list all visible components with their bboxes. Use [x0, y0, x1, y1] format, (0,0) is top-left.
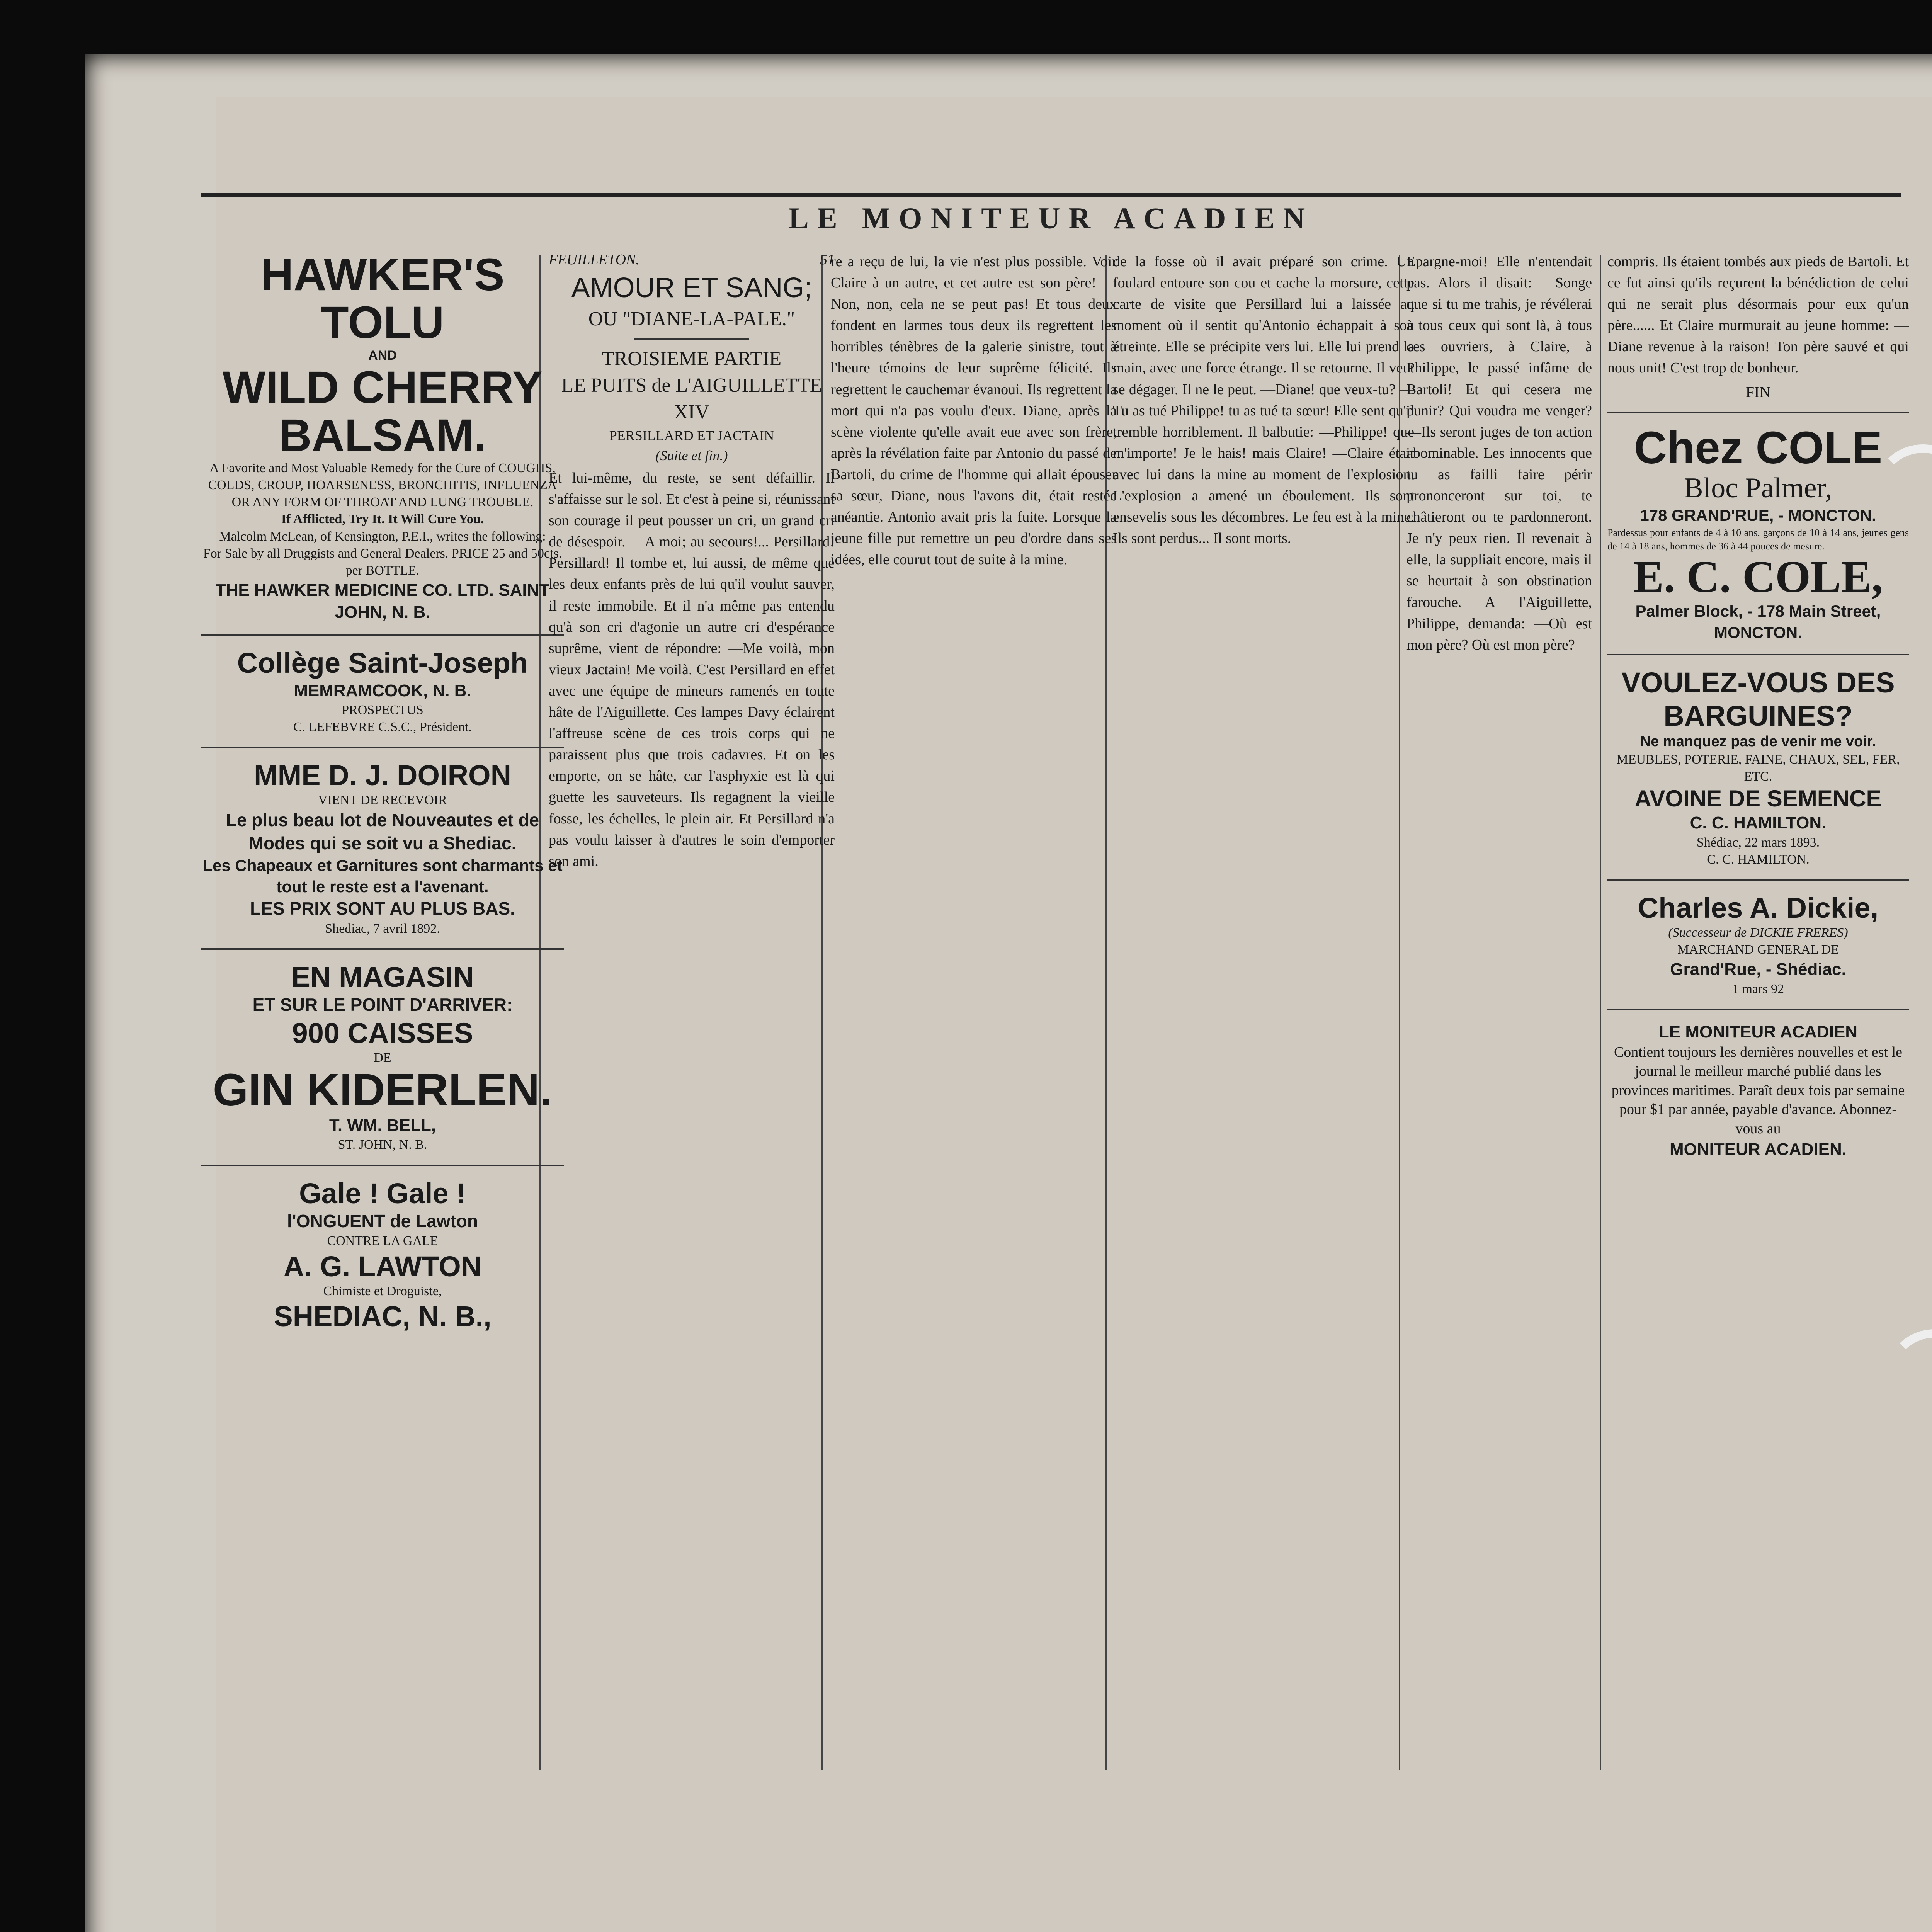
dickie-address: Grand'Rue, - Shédiac.: [1670, 960, 1846, 979]
hawker-and: AND: [368, 348, 397, 363]
magasin-sub: ET SUR LE POINT D'ARRIVER:: [252, 995, 513, 1015]
cole-title: Chez COLE: [1634, 422, 1883, 473]
doiron-line1: VIENT DE RECEVOIR: [318, 793, 447, 808]
divider: [201, 634, 564, 636]
hawker-testimonial: Malcolm McLean, of Kensington, P.E.I., writes the following:: [219, 529, 546, 544]
gale-product: l'ONGUENT de Lawton: [287, 1211, 478, 1231]
barguines-seller: C. C. HAMILTON.: [1690, 813, 1827, 833]
feuilleton-text: compris. Ils étaient tombés aux pieds de Bartoli. Et ce fut ainsi qu'ils reçurent la bénédiction de celui qui ne serait plus désormais pour eux qu'un père...... Et Claire murmurait au jeune homme: —Diane revenue à la raison! Ton père sauvé et qui nous unit! C'est trop de bonheur.: [1607, 253, 1909, 376]
barguines-items: MEUBLES, POTERIE, FAINE, CHAUX, SEL, FER, ETC.: [1616, 752, 1900, 784]
feuilleton-text: re a reçu de lui, la vie n'est plus possible. Voir Claire à un autre, et cet autre est son père! —Non, non, cela ne se peut pas! Et tous deux fondent en larmes tous deux ils regrettent les horribles ténèbres de la galerie sinistre, tout à l'heure témoins de leur suprême félicité. Ils regrettent le cauchemar évanoui. Ils regrettent la mort qui n'a pas voulu d'eux. Diane, après la scène violente qu'elle avait eue avec son frère, après la révélation faite par Antonio du passé de Bartoli, du crime de l'homme qui allait épouser sa sœur, Diane, nous l'avons dit, était restée anéantie. Antonio avait pris la fuite. Lorsque la jeune fille put remettre un peu d'ordre dans ses idées, elle courut tout de suite à la mine.: [831, 253, 1117, 568]
moniteur-text: Contient toujours les dernières nouvelles et est le journal le meilleur marché publié dans les provinces maritimes. Paraît deux fois par semaine pour $1 par année, payable d'avance. Abonnez-vous au: [1611, 1044, 1905, 1137]
feuilleton-subtitle: OU "DIANE-LA-PALE.": [588, 308, 795, 330]
college-signed: C. LEFEBVRE C.S.C., Président.: [293, 719, 472, 734]
divider: [1607, 879, 1909, 881]
barguines-line: Ne manquez pas de venir me voir.: [1640, 733, 1876, 750]
divider: [201, 747, 564, 748]
cole-name: E. C. COLE,: [1633, 551, 1883, 602]
divider: [201, 948, 564, 950]
feuilleton-fin: FIN: [1745, 383, 1771, 401]
feuilleton-text: Et lui-même, du reste, se sent défaillir. Il s'affaisse sur le sol. Et c'est à peine si, réunissant son courage il peut pousser un cri, un grand cri de désespoir. —A moi; au secours!... Persillard! Persillard! Il tombe et, lui aussi, de même que les deux enfants près de lui qu'il voulut sauver, il reste immobile. Et il n'a même pas entendu qu'à son cri d'agonie un autre cri d'espérance suprême, vient de répondre: —Me voilà, mon vieux Jactain! Me voilà. C'est Persillard en effet avec une équipe de mineurs ramenés en toute hâte de l'Aiguillette. Ces lampes Davy éclairent l'affreuse scène de ces trois corps qui ne paraissent plus que trois cadavres. Et on les emporte, on se hâte, car l'asphyxie est là qui guette les sauveteurs. Ils regagnent la vieille fosse, les échelles, le plein air. Et Persillard n'a pas voulu laisser à d'autres le soin d'emporter son ami.: [549, 470, 835, 869]
feuilleton-label: FEUILLETON.: [549, 252, 639, 268]
feuilleton-text: Epargne-moi! Elle n'entendait pas. Alors il disait: —Songe que si tu me trahis, je révélerai à tous ceux qui sont là, à tous ces ouvriers, à Claire, à Philippe, le passé infâme de Bartoli! Et qui cesera me punir? Qui voudra me venger? —Ils seront juges de ton action abominable. Les innocents que tu as failli faire périr prononceront sur toi, te châtieront ou te pardonneront. Je n'y peux rien. Il revenait à elle, la suppliait encore, mais il se heurtait à son obstination farouche. A l'Aiguillette, Philippe, demanda: —Où est mon père? Où est mon père?: [1406, 253, 1592, 653]
magasin-title: EN MAGASIN: [291, 961, 474, 993]
gale-role: Chimiste et Droguiste,: [323, 1284, 442, 1298]
barguines-title: VOULEZ-VOUS DES BARGUINES?: [1621, 667, 1895, 732]
college-place: MEMRAMCOOK, N. B.: [294, 681, 471, 700]
hawker-maker: THE HAWKER MEDICINE CO. LTD. SAINT JOHN, N. B.: [215, 581, 550, 622]
feuilleton-column-2: [831, 251, 1117, 1770]
ads-column-left: [201, 251, 564, 1770]
feuilleton-section: PERSILLARD ET JACTAIN: [609, 428, 774, 443]
divider: [1607, 654, 1909, 655]
masthead-rule: [201, 193, 1901, 197]
masthead: [201, 116, 1901, 243]
cole-place: Bloc Palmer,: [1684, 472, 1832, 504]
barguines-date: Shédiac, 22 mars 1893.: [1696, 835, 1820, 850]
moniteur-end: MONITEUR ACADIEN.: [1670, 1139, 1847, 1159]
magasin-city: ST. JOHN, N. B.: [338, 1138, 427, 1152]
cole-city: MONCTON.: [1714, 623, 1802, 641]
cole-address: 178 GRAND'RUE, - MONCTON.: [1640, 506, 1876, 524]
dickie-date: 1 mars 92: [1732, 981, 1784, 996]
divider: [634, 338, 749, 340]
barguines-sig: C. C. HAMILTON.: [1707, 852, 1810, 867]
ads-column-right: [1607, 251, 1909, 1770]
doiron-prices: LES PRIX SONT AU PLUS BAS.: [250, 898, 515, 919]
gale-against: CONTRE LA GALE: [327, 1234, 438, 1248]
feuilleton-suite: (Suite et fin.): [655, 448, 728, 463]
column-rule: [1600, 255, 1601, 1770]
magasin-product: GIN KIDERLEN.: [213, 1065, 553, 1116]
college-title: Collège Saint-Joseph: [237, 647, 528, 679]
feuilleton-column-1: [549, 251, 835, 1770]
college-prospectus: PROSPECTUS: [342, 702, 423, 717]
gale-maker: A. G. LAWTON: [283, 1250, 482, 1282]
magasin-seller: T. WM. BELL,: [329, 1116, 436, 1135]
hawker-desc: A Favorite and Most Valuable Remedy for the Cure of COUGHS, COLDS, CROUP, HOARSENESS, BRONCHITIS, INFLUENZA OR ANY FORM OF THROAT AND LUNG TROUBLE.: [208, 461, 557, 510]
hawker-dealers: For Sale by all Druggists and General Dealers. PRICE 25 and 50cts. per BOTTLE.: [203, 546, 562, 578]
moniteur-title: LE MONITEUR ACADIEN: [1658, 1022, 1858, 1041]
feuilleton-chapter-title: LE PUITS de L'AIGUILLETTE: [561, 374, 822, 396]
feuilleton-column-3: [1113, 251, 1414, 1770]
doiron-line2: Le plus beau lot de Nouveautes et de Modes qui se soit vu a Shediac.: [226, 810, 539, 854]
feuilleton-number: 51: [820, 252, 835, 268]
feuilleton-chapter: XIV: [673, 401, 710, 423]
feuilleton-column-4: [1406, 251, 1592, 1770]
feuilleton-text: de la fosse où il avait préparé son crime. Un foulard entoure son cou et cache la morsure, cette carte de visite que Persillard lui a laissée au moment où il sentit qu'Antonio échappait à son étreinte. Elle se précipite vers lui. Elle lui prend la main, avec une force étrange. Il se retourne. Il veut se dégager. Il ne le peut. —Diane! que veux-tu? —Tu as tué Philippe! tu as tué ta sœur! Elle sent qu'il tremble horriblement. Il balbutie: —Philippe! que m'importe! Je le hais! mais Claire! —Claire était avec lui dans la mine au moment de l'explosion. L'explosion a amené un éboulement. Ils sont ensevelis sous les décombres. Le feu est à la mine. Ils sont perdus... Il sont morts.: [1113, 253, 1414, 547]
gale-title: Gale ! Gale !: [299, 1177, 466, 1209]
hawker-cta: If Afflicted, Try It. It Will Cure You.: [281, 512, 484, 527]
gale-city: SHEDIAC, N. B.,: [274, 1300, 492, 1332]
barguines-avoine: AVOINE DE SEMENCE: [1634, 786, 1882, 812]
feuilleton-header: [549, 251, 835, 268]
cole-desc: Pardessus pour enfants de 4 à 10 ans, garçons de 10 à 14 ans, jeunes gens de 14 à 18 ans, hommes de 36 à 44 pouces de mesure.: [1607, 527, 1909, 552]
doiron-title: MME D. J. DOIRON: [253, 759, 512, 792]
dickie-successor: (Successeur de DICKIE FRERES): [1668, 925, 1848, 940]
magasin-de: DE: [374, 1051, 391, 1065]
dickie-title: Charles A. Dickie,: [1638, 891, 1879, 924]
cole-block: Palmer Block, - 178 Main Street,: [1635, 602, 1881, 621]
feuilleton-title: AMOUR ET SANG;: [571, 272, 812, 303]
masthead-title: LE MONITEUR ACADIEN: [788, 201, 1314, 235]
hawker-title: HAWKER'S TOLU: [260, 251, 505, 348]
doiron-line3: Les Chapeaux et Garnitures sont charmants et tout le reste est a l'avenant.: [202, 856, 563, 896]
divider: [201, 1165, 564, 1166]
doiron-date: Shediac, 7 avril 1892.: [325, 921, 440, 936]
hawker-line2: WILD CHERRY BALSAM.: [222, 362, 543, 461]
divider: [1607, 412, 1909, 413]
feuilleton-part: TROISIEME PARTIE: [602, 348, 782, 370]
magasin-count: 900 CAISSES: [292, 1017, 473, 1049]
dickie-trade: MARCHAND GENERAL DE: [1677, 942, 1839, 957]
divider: [1607, 1009, 1909, 1010]
